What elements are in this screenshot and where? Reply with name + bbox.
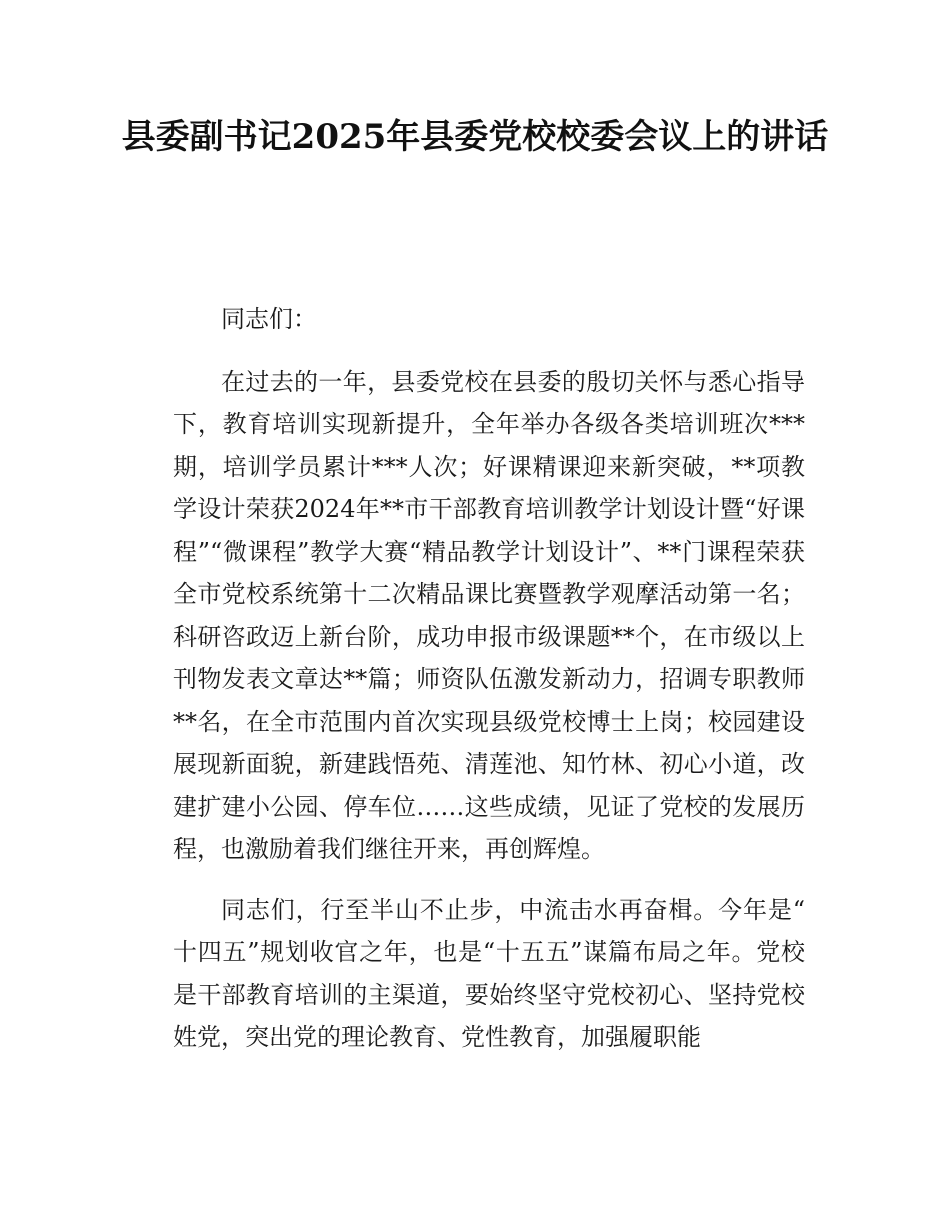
paragraph-outlook: 同志们，行至半山不止步，中流击水再奋楫。今年是“十四五”规划收官之年，也是“十五五”谋篇布局之年。党校是干部教育培训的主渠道，要始终坚守党校初心、坚持党校姓党，突出党的理论教育、党性教育，加强履职能: [173, 895, 805, 1051]
document-body: [173, 298, 805, 1077]
paragraph-achievements: 在过去的一年，县委党校在县委的殷切关怀与悉心指导下，教育培训实现新提升，全年举办各级各类培训班次***期，培训学员累计***人次；好课精课迎来新突破，**项教学设计荣获2024年**市干部教育培训教学计划设计暨“好课程”“微课程”教学大赛“精品教学计划设计”、**门课程荣获全市党校系统第十二次精品课比赛暨教学观摩活动第一名；科研咨政迈上新台阶，成功申报市级课题**个，在市级以上刊物发表文章达**篇；师资队伍激发新动力，招调专职教师**名，在全市范围内首次实现县级党校博士上岗；校园建设展现新面貌，新建践悟苑、清莲池、知竹林、初心小道，改建扩建小公园、停车位……这些成绩，见证了党校的发展历程，也激励着我们继往开来，再创辉煌。: [173, 367, 805, 863]
salutation: 同志们：: [221, 305, 317, 333]
document-title: 县委副书记2025年县委党校校委会议上的讲话: [121, 117, 829, 157]
